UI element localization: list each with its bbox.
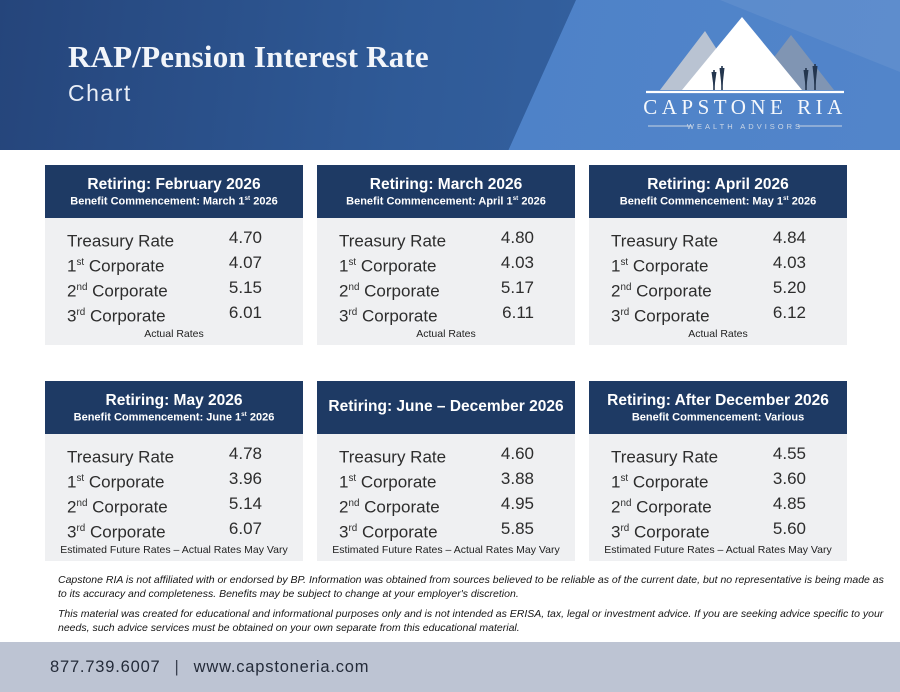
rate-row — [589, 252, 847, 277]
rate-value: 4.85 — [772, 494, 806, 514]
subtitle-text: Benefit Commencement: March 1 — [70, 196, 245, 209]
rate-value: 3.88 — [500, 469, 534, 489]
rate-value: 4.84 — [772, 228, 806, 247]
card-subtitle — [70, 195, 277, 208]
rate-value: 5.14 — [228, 494, 262, 514]
card-body — [317, 434, 575, 561]
logo-wordmark: CAPSTONE RIA — [643, 95, 847, 119]
rate-label: 1st Corporate — [67, 472, 165, 492]
rate-label: Treasury Rate — [67, 231, 175, 251]
rate-row — [317, 252, 575, 277]
rate-label: 1st Corporate — [611, 472, 709, 492]
rate-row — [589, 443, 847, 468]
subtitle-year: 2026 — [246, 412, 275, 425]
rate-row — [589, 493, 847, 518]
rate-label: Treasury Rate — [611, 447, 719, 467]
card-title: Retiring: May 2026 — [105, 391, 243, 409]
rate-label: 3rd Corporate — [67, 307, 166, 327]
page-subtitle: Chart — [68, 80, 132, 107]
rate-label: Treasury Rate — [67, 447, 175, 467]
rate-row — [317, 443, 575, 468]
card-note: Estimated Future Rates – Actual Rates May Vary — [332, 543, 560, 556]
card-subtitle — [620, 195, 816, 208]
rate-card-may-2026 — [45, 381, 303, 561]
rate-label: 2nd Corporate — [67, 281, 168, 301]
card-title: Retiring: April 2026 — [647, 175, 789, 193]
rate-label: 2nd Corporate — [611, 281, 712, 301]
rate-value: 4.07 — [228, 253, 262, 273]
subtitle-superscript: st — [241, 411, 247, 419]
rate-row — [45, 493, 303, 518]
card-header — [317, 381, 575, 434]
rate-row — [589, 227, 847, 252]
rate-row — [45, 443, 303, 468]
disclaimer-paragraph: This material was created for educational and informational purposes only and is not intended as ERISA, tax, legal or investment advice. If you are seeking advice specific to your needs, such advice services must be obtained on your own separate from this educational material. — [58, 608, 884, 634]
rate-value: 4.03 — [500, 253, 534, 273]
rate-label: 3rd Corporate — [611, 523, 710, 543]
rate-label: 3rd Corporate — [339, 523, 438, 543]
rate-value: 6.12 — [772, 303, 806, 323]
card-title: Retiring: After December 2026 — [607, 391, 829, 409]
rate-value: 6.01 — [228, 303, 262, 323]
subtitle-year: 2026 — [250, 196, 278, 209]
rate-row — [45, 468, 303, 493]
rate-label: 1st Corporate — [339, 256, 437, 276]
card-header — [45, 381, 303, 434]
rate-value: 5.60 — [772, 519, 806, 539]
rate-row — [45, 252, 303, 277]
subtitle-year: 2026 — [788, 196, 817, 209]
subtitle-text: Benefit Commencement: May 1 — [619, 196, 783, 209]
rate-label: 3rd Corporate — [611, 307, 710, 327]
capstone-ria-logo — [630, 12, 860, 138]
rate-row — [589, 468, 847, 493]
rate-row — [45, 227, 303, 252]
subtitle-superscript: st — [244, 195, 251, 203]
rate-row — [317, 468, 575, 493]
cards-row-1 — [0, 165, 900, 345]
card-header — [45, 165, 303, 218]
subtitle-year: 2026 — [518, 196, 546, 209]
rate-card-march-2026 — [317, 165, 575, 345]
footer-divider: | — [174, 657, 180, 676]
rate-value: 4.78 — [228, 444, 262, 463]
card-title: Retiring: March 2026 — [369, 175, 523, 193]
card-note: Estimated Future Rates – Actual Rates May Vary — [604, 543, 832, 556]
rate-label: 2nd Corporate — [67, 497, 168, 517]
rate-label: 1st Corporate — [611, 256, 709, 276]
subtitle-text: Benefit Commencement: Various — [631, 412, 805, 425]
header-banner — [0, 0, 900, 150]
rate-label: 1st Corporate — [339, 472, 437, 492]
card-subtitle — [74, 411, 275, 424]
card-title: Retiring: February 2026 — [87, 175, 261, 193]
rate-value: 5.15 — [228, 278, 262, 298]
page-title: RAP/Pension Interest Rate — [68, 39, 429, 74]
rate-row — [317, 493, 575, 518]
card-body — [317, 218, 575, 345]
rate-row — [317, 277, 575, 302]
card-note: Actual Rates — [144, 327, 204, 340]
rate-row — [589, 302, 847, 327]
card-note: Estimated Future Rates – Actual Rates May Vary — [60, 543, 288, 556]
rate-label: Treasury Rate — [339, 231, 447, 251]
rate-label: Treasury Rate — [339, 447, 447, 467]
rate-row — [45, 302, 303, 327]
rate-label: 2nd Corporate — [611, 497, 712, 517]
rate-label: 3rd Corporate — [339, 307, 438, 327]
card-header — [589, 381, 847, 434]
rate-label: 3rd Corporate — [67, 523, 166, 543]
subtitle-superscript: st — [783, 195, 789, 203]
rate-row — [45, 518, 303, 543]
card-subtitle — [632, 411, 804, 424]
rate-card-after-december-2026 — [589, 381, 847, 561]
rate-label: Treasury Rate — [611, 231, 719, 251]
rate-label: 2nd Corporate — [339, 281, 440, 301]
rate-row — [589, 518, 847, 543]
rate-value: 4.03 — [772, 253, 806, 273]
rate-value: 5.85 — [500, 519, 534, 539]
card-title: Retiring: June – December 2026 — [328, 398, 564, 416]
rate-value: 3.60 — [772, 469, 806, 489]
rate-card-february-2026 — [45, 165, 303, 345]
rate-value: 4.55 — [772, 444, 806, 463]
rate-row — [317, 518, 575, 543]
rate-value: 6.11 — [502, 303, 534, 323]
footer-bar — [0, 642, 900, 692]
card-body — [589, 434, 847, 561]
rate-value: 4.60 — [500, 444, 534, 463]
card-body — [45, 434, 303, 561]
banner-text-block — [68, 40, 429, 107]
rate-row — [317, 227, 575, 252]
rate-card-april-2026 — [589, 165, 847, 345]
rate-row — [589, 277, 847, 302]
disclaimer-paragraph: Capstone RIA is not affiliated with or endorsed by BP. Information was obtained from sources believed to be reliable as of the current date, but no representative is being made as to its accuracy and completeness. Benefits may be subject to change at your employer's discretion. — [58, 574, 884, 600]
card-note: Actual Rates — [688, 327, 748, 340]
rate-card-june-december-2026 — [317, 381, 575, 561]
footer-website: www.capstoneria.com — [193, 657, 370, 676]
rate-label: 2nd Corporate — [339, 497, 440, 517]
rate-value: 4.80 — [500, 228, 534, 247]
rate-row — [317, 302, 575, 327]
cards-row-2 — [0, 381, 900, 561]
rate-value: 6.07 — [228, 519, 262, 539]
card-header — [317, 165, 575, 218]
rate-value: 4.95 — [500, 494, 534, 514]
rate-value: 3.96 — [228, 469, 262, 489]
subtitle-text: Benefit Commencement: June 1 — [73, 412, 242, 425]
card-note: Actual Rates — [416, 327, 476, 340]
logo-tagline: WEALTH ADVISORS — [686, 122, 804, 131]
card-subtitle — [346, 195, 546, 208]
subtitle-superscript: st — [512, 195, 519, 203]
card-header — [589, 165, 847, 218]
rate-value: 5.17 — [500, 278, 534, 298]
rate-value: 4.70 — [228, 228, 262, 247]
card-body — [45, 218, 303, 345]
subtitle-text: Benefit Commencement: April 1 — [346, 196, 513, 209]
rate-label: 1st Corporate — [67, 256, 165, 276]
rate-row — [45, 277, 303, 302]
rate-value: 5.20 — [772, 278, 806, 298]
card-body — [589, 218, 847, 345]
footer-phone: 877.739.6007 — [50, 657, 161, 676]
